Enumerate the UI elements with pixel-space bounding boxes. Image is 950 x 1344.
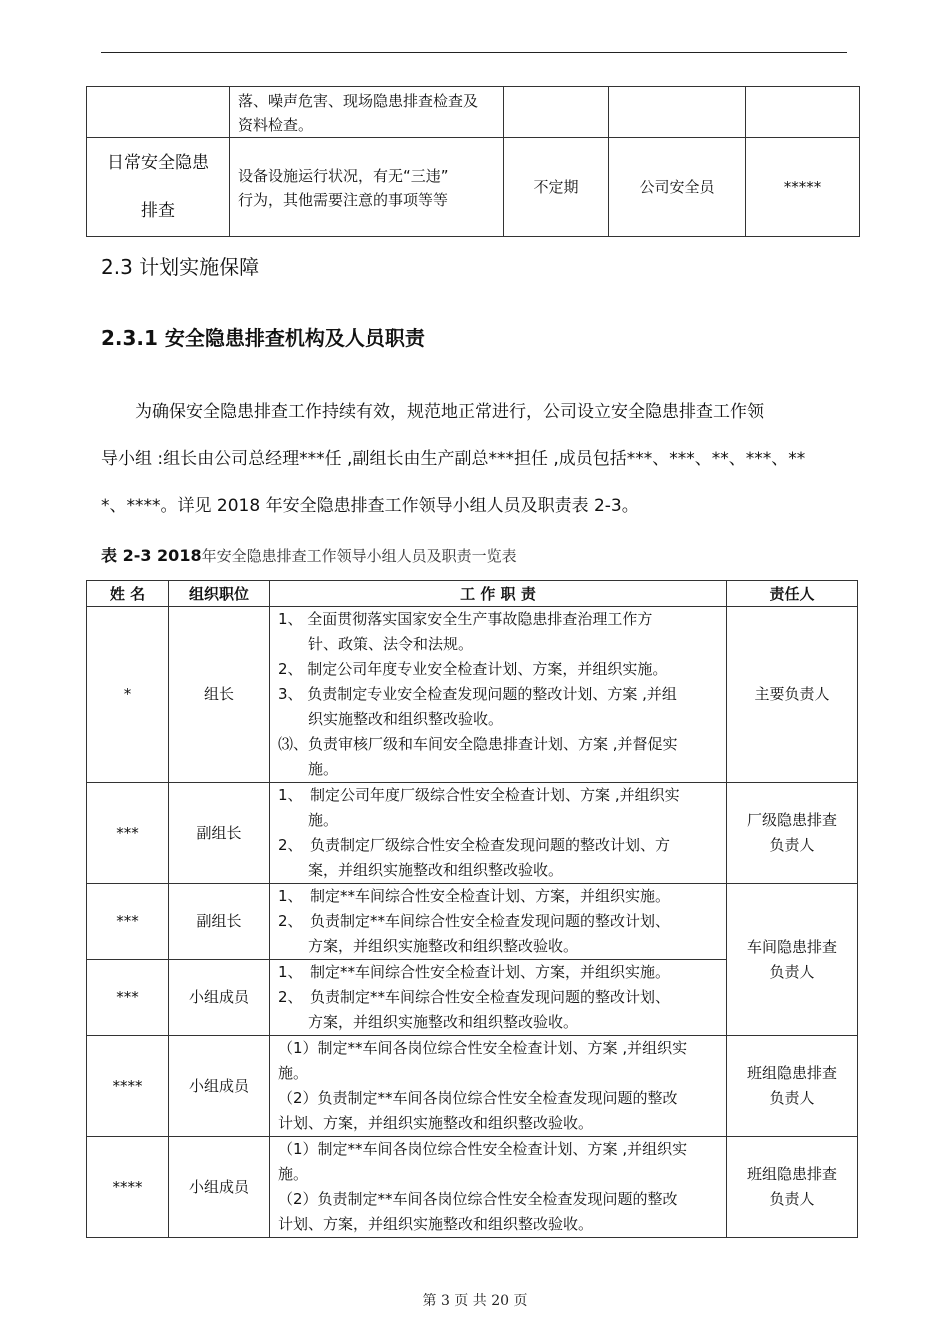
- duty-line: 案，并组织实施整改和组织整改验收。: [278, 861, 564, 879]
- duty-line: 施。: [278, 1064, 309, 1082]
- inspection-type: [87, 138, 230, 237]
- duty-line: （1）制定**车间各岗位综合性安全检查计划、方案 ,并组织实: [278, 1140, 688, 1158]
- member-name: ***: [87, 783, 169, 884]
- paragraph-line: 导小组 :组长由公司总经理***任 ,副组长由生产副总***担任 ,成员包括***、***、**、***、**: [101, 449, 806, 469]
- duty-line: 2、 负责制定**车间综合性安全检查发现问题的整改计划、: [278, 912, 671, 930]
- table-row: [87, 87, 860, 138]
- caption-number: 表 2-3 2018: [101, 546, 202, 565]
- member-duties: [270, 1137, 727, 1238]
- section-heading-2-3: 2.3 计划实施保障: [101, 255, 260, 279]
- table-row: [87, 138, 860, 237]
- type-line: 日常安全隐患: [107, 153, 209, 173]
- table-cell: [609, 87, 746, 138]
- member-owner: 班组隐患排查负责人: [727, 1036, 858, 1137]
- inspection-description: [230, 87, 504, 138]
- duty-line: 1、 制定公司年度厂级综合性安全检查计划、方案 ,并组织实: [278, 786, 680, 804]
- type-line: 排查: [141, 201, 175, 221]
- table-cell: [746, 87, 860, 138]
- table-row: [87, 884, 858, 960]
- duty-line: 针、政策、法令和法规。: [278, 635, 474, 653]
- duty-line: 方案，并组织实施整改和组织整改验收。: [278, 1013, 579, 1031]
- member-position: 副组长: [169, 884, 270, 960]
- paragraph-line: 为确保安全隐患排查工作持续有效，规范地正常进行，公司设立安全隐患排查工作领: [101, 402, 764, 422]
- inspection-frequency: 不定期: [504, 138, 609, 237]
- duty-line: 计划、方案，并组织实施整改和组织整改验收。: [278, 1114, 594, 1132]
- desc-line: 设备设施运行状况，有无“三违”: [238, 167, 449, 185]
- responsible-role: 公司安全员: [609, 138, 746, 237]
- section-heading-2-3-1: 2.3.1 安全隐患排查机构及人员职责: [101, 326, 425, 350]
- inspection-schedule-table: [86, 86, 860, 237]
- table-row: [87, 783, 858, 884]
- caption-title: 年安全隐患排查工作领导小组人员及职责一览表: [201, 547, 517, 565]
- duty-line: 2、 负责制定厂级综合性安全检查发现问题的整改计划、方: [278, 836, 671, 854]
- responsibility-table: [86, 580, 858, 1238]
- paragraph-line: *、****。详见 2018 年安全隐患排查工作领导小组人员及职责表 2-3。: [101, 496, 639, 516]
- desc-line: 资料检查。: [238, 116, 314, 134]
- header-duties: 工 作 职 责: [270, 581, 727, 607]
- member-position: 副组长: [169, 783, 270, 884]
- duty-line: 1、 制定**车间综合性安全检查计划、方案，并组织实施。: [278, 887, 671, 905]
- table-cell: [504, 87, 609, 138]
- member-name: *: [87, 607, 169, 783]
- table-cell: [87, 87, 230, 138]
- duty-line: 1、 制定**车间综合性安全检查计划、方案，并组织实施。: [278, 963, 671, 981]
- header-name: 姓 名: [87, 581, 169, 607]
- header-owner: 责任人: [727, 581, 858, 607]
- duty-line: 2、 负责制定**车间综合性安全检查发现问题的整改计划、: [278, 988, 671, 1006]
- page-footer: 第 3 页 共 20 页: [422, 1293, 528, 1309]
- member-owner: 主要负责人: [727, 607, 858, 783]
- member-position: 小组成员: [169, 1036, 270, 1137]
- table-header-row: [87, 581, 858, 607]
- member-duties: [270, 884, 727, 960]
- member-name: ****: [87, 1036, 169, 1137]
- duty-line: 计划、方案，并组织实施整改和组织整改验收。: [278, 1215, 594, 1233]
- member-name: ***: [87, 960, 169, 1036]
- member-position: 组长: [169, 607, 270, 783]
- member-duties: [270, 1036, 727, 1137]
- responsible-person: *****: [746, 138, 860, 237]
- desc-line: 行为，其他需要注意的事项等等: [238, 191, 449, 209]
- duty-line: 1、 全面贯彻落实国家安全生产事故隐患排查治理工作方: [278, 610, 653, 628]
- duty-line: 方案，并组织实施整改和组织整改验收。: [278, 937, 579, 955]
- duty-line: 施。: [278, 1165, 309, 1183]
- inspection-description: [230, 138, 504, 237]
- member-position: 小组成员: [169, 960, 270, 1036]
- duty-line: （2）负责制定**车间各岗位综合性安全检查发现问题的整改: [278, 1190, 678, 1208]
- table-row: [87, 1137, 858, 1238]
- table-row: [87, 1036, 858, 1137]
- member-position: 小组成员: [169, 1137, 270, 1238]
- duty-line: 2、 制定公司年度专业安全检查计划、方案，并组织实施。: [278, 660, 668, 678]
- body-paragraph: [101, 389, 851, 530]
- duty-line: （1）制定**车间各岗位综合性安全检查计划、方案 ,并组织实: [278, 1039, 688, 1057]
- member-duties: [270, 607, 727, 783]
- table-caption: [101, 543, 517, 566]
- member-owner: 车间隐患排查负责人: [727, 884, 858, 1036]
- duty-line: （2）负责制定**车间各岗位综合性安全检查发现问题的整改: [278, 1089, 678, 1107]
- duty-line: 施。: [278, 811, 339, 829]
- member-owner: 厂级隐患排查负责人: [727, 783, 858, 884]
- member-duties: [270, 783, 727, 884]
- desc-line: 落、噪声危害、现场隐患排查检查及: [238, 92, 479, 110]
- duty-line: 施。: [278, 760, 339, 778]
- member-name: ****: [87, 1137, 169, 1238]
- member-owner: 班组隐患排查负责人: [727, 1137, 858, 1238]
- header-rule: [101, 52, 847, 53]
- duty-line: 3、 负责制定专业安全检查发现问题的整改计划、方案 ,并组: [278, 685, 677, 703]
- member-name: ***: [87, 884, 169, 960]
- member-duties: [270, 960, 727, 1036]
- duty-line: 织实施整改和组织整改验收。: [278, 710, 504, 728]
- header-position: 组织职位: [169, 581, 270, 607]
- table-row: [87, 607, 858, 783]
- duty-line: ⑶、负责审核厂级和车间安全隐患排查计划、方案 ,并督促实: [278, 735, 678, 753]
